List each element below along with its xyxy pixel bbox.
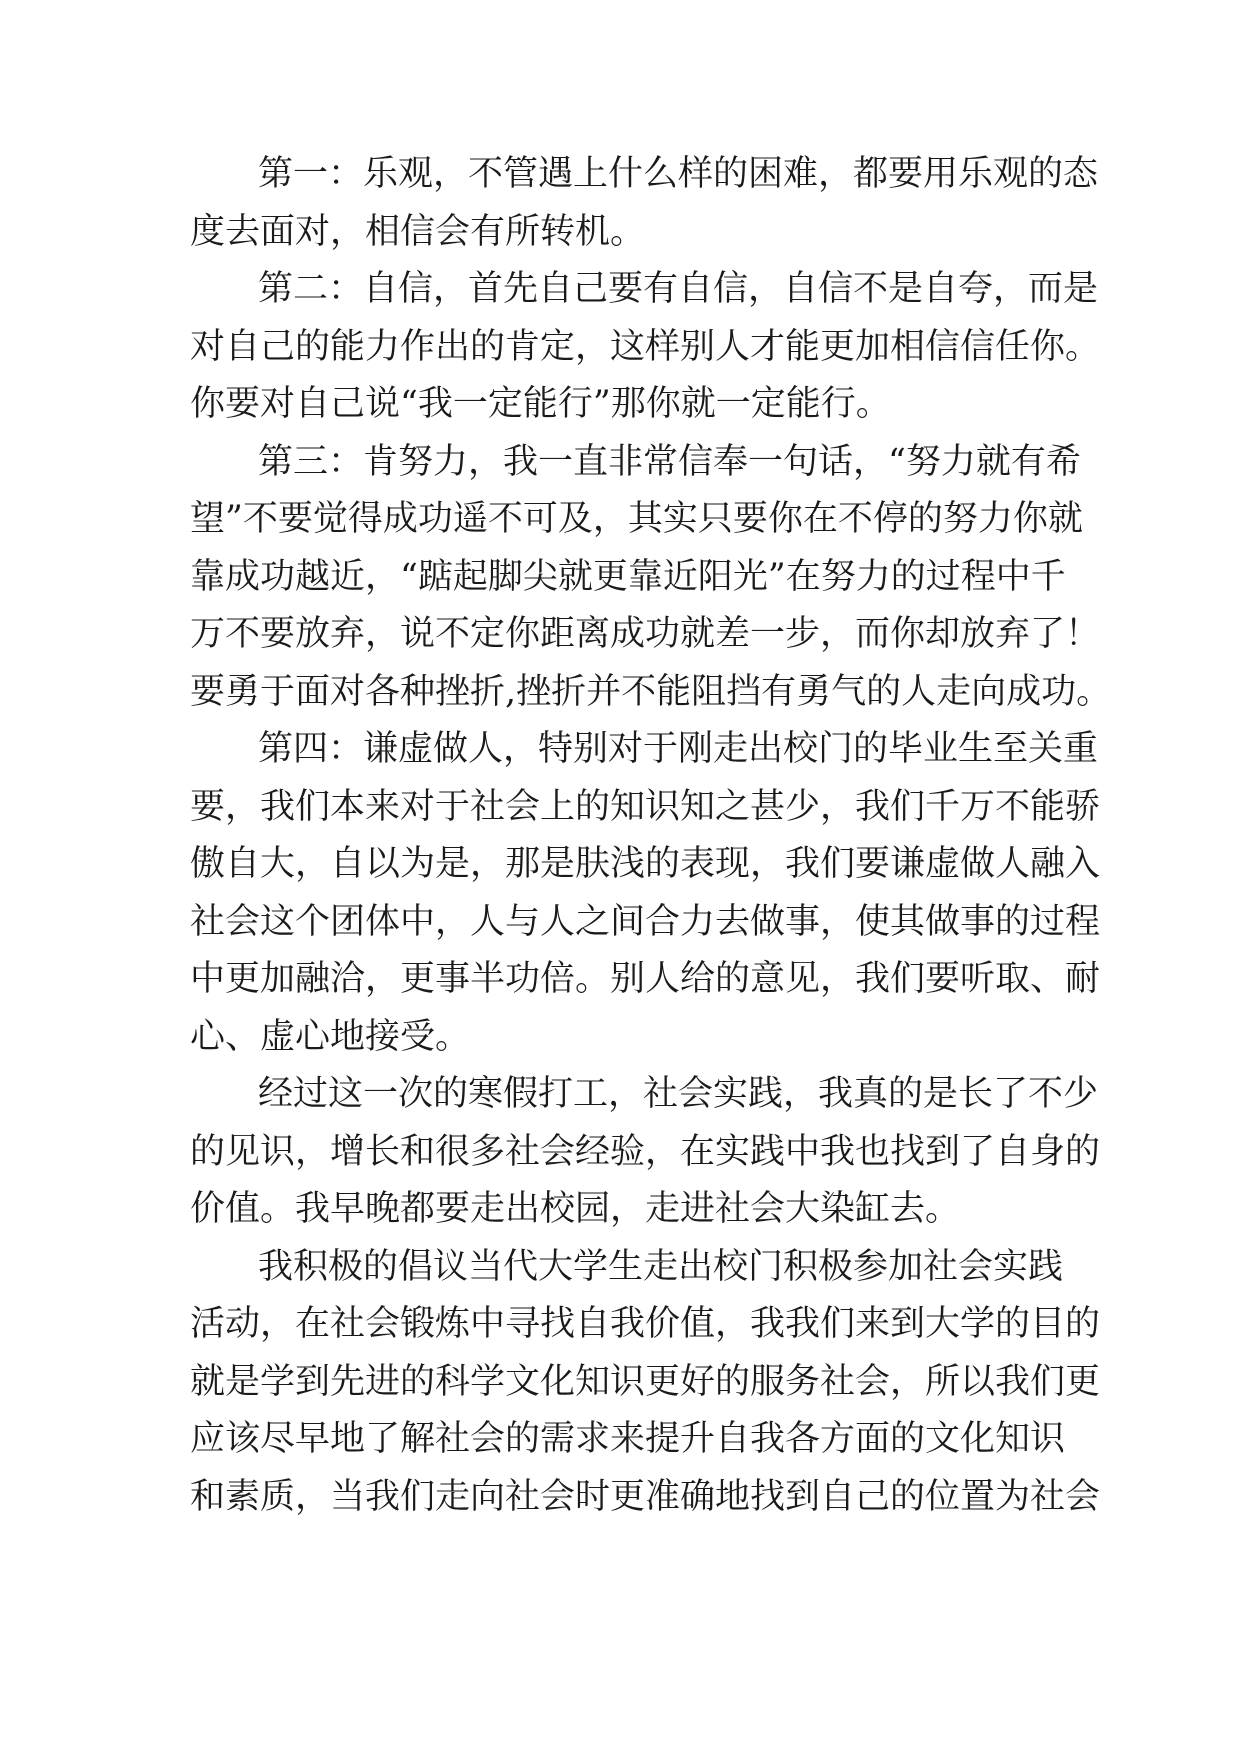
text-line: 中更加融洽，更事半功倍。别人给的意见，我们要听取、耐	[190, 959, 1101, 999]
text-line: 和素质，当我们走向社会时更准确地找到自己的位置为社会	[190, 1476, 1101, 1517]
text-line: 我积极的倡议当代大学生走出校门积极参加社会实践	[258, 1246, 1064, 1287]
text-line: 就是学到先进的科学文化知识更好的服务社会，所以我们更	[190, 1361, 1101, 1402]
text-line: 第二：自信，首先自己要有自信，自信不是自夸，而是	[258, 269, 1099, 309]
text-line: 活动，在社会锻炼中寻找自我价值，我我们来到大学的目的	[190, 1304, 1101, 1344]
text-line: 第四：谦虚做人，特别对于刚走出校门的毕业生至关重	[258, 729, 1099, 769]
text-line: 价值。我早晚都要走出校园，走进社会大染缸去。	[190, 1189, 961, 1229]
text-line: 心、虚心地接受。	[190, 1016, 471, 1057]
text-line: 要，我们本来对于社会上的知识知之甚少，我们千万不能骄	[190, 786, 1101, 827]
text-line: 要勇于面对各种挫折,挫折并不能阻挡有勇气的人走向成功。	[190, 671, 1112, 712]
text-line: 度去面对，相信会有所转机。	[190, 211, 646, 252]
text-line: 靠成功越近，“踮起脚尖就更靠近阳光”在努力的过程中千	[190, 556, 1066, 597]
text-line: 望”不要觉得成功遥不可及，其实只要你在不停的努力你就	[190, 499, 1083, 539]
text-line: 应该尽早地了解社会的需求来提升自我各方面的文化知识	[190, 1419, 1066, 1459]
text-line: 你要对自己说“我一定能行”那你就一定能行。	[190, 384, 891, 424]
text-line: 第三：肯努力，我一直非常信奉一句话，“努力就有希	[258, 441, 1081, 482]
text-line: 经过这一次的寒假打工，社会实践，我真的是长了不少	[258, 1074, 1099, 1114]
text-line: 对自己的能力作出的肯定，这样别人才能更加相信信任你。	[190, 326, 1101, 367]
text-line: 社会这个团体中，人与人之间合力去做事，使其做事的过程	[190, 901, 1101, 942]
text-line: 万不要放弃，说不定你距离成功就差一步，而你却放弃了！	[190, 614, 1101, 654]
text-line: 傲自大，自以为是，那是肤浅的表现，我们要谦虚做人融入	[190, 844, 1101, 884]
text-line: 第一：乐观，不管遇上什么样的困难，都要用乐观的态	[258, 154, 1099, 194]
text-line: 的见识，增长和很多社会经验，在实践中我也找到了自身的	[190, 1131, 1101, 1172]
